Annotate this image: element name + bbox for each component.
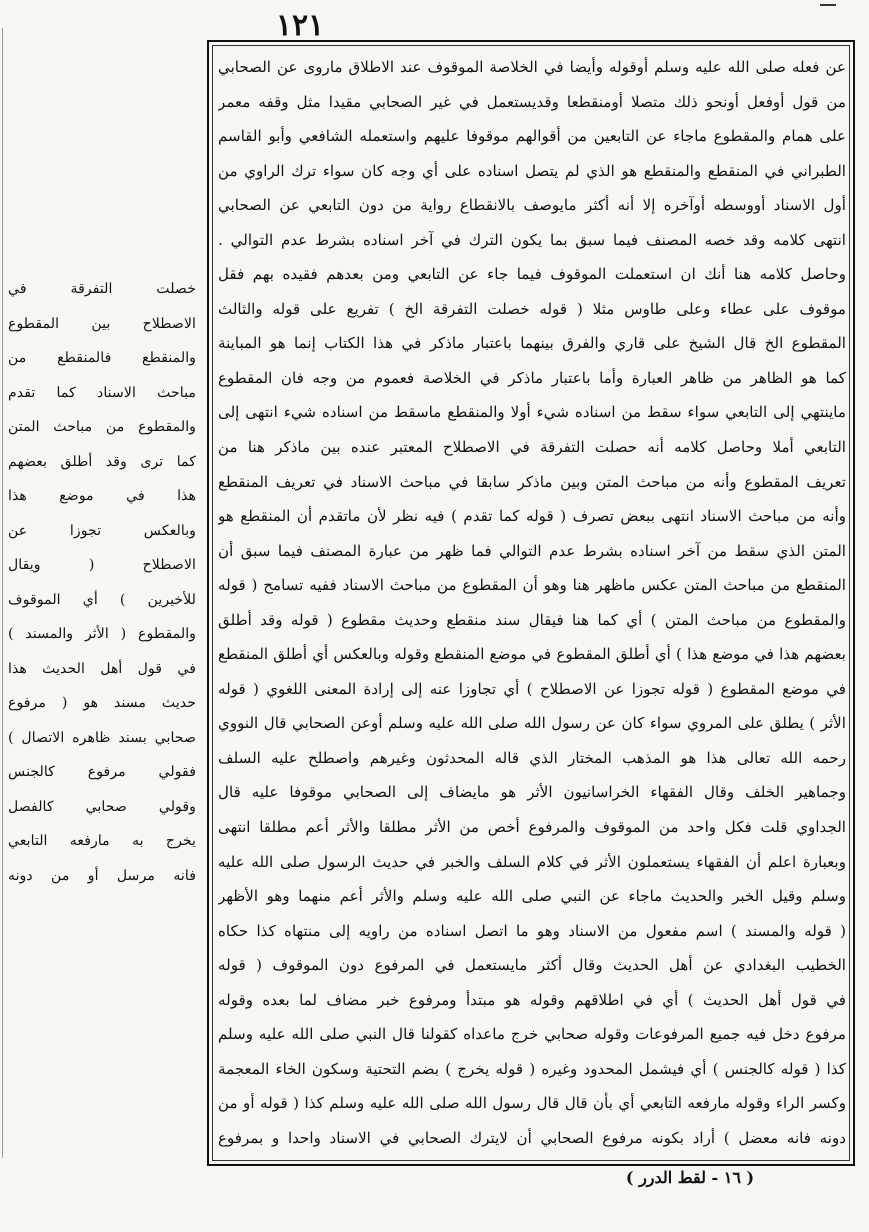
commentary-line: دونه فانه معضل ) أراد بكونه مرفوع الصحابي أن لايترك الصحابي في الاسناد واحدا و بمرفوع [218,1128,846,1147]
margin-line: في قول أهل الحديث هذا [8,660,196,677]
commentary-line: ( قوله والمسند ) اسم مفعول من الاسناد وهو ما اتصل اسناده من راويه إلى منتهاه كذا حكاه [218,921,846,940]
margin-line: خصلت التفرقة في [8,281,196,297]
margin-line: كما ترى وقد أطلق بعضهم [8,453,196,470]
commentary-line [218,1156,846,1161]
margin-line: فانه مرسل أو من دونه [8,867,196,884]
commentary-line: على همام والمقطوع ماجاء عن التابعين من أقوالهم موقوفا عليهم واستعمله الشافعي وأبو القاسم [218,127,846,146]
commentary-line: ماينتهي إلى التابعي سواء سقط من اسناده شيء أولا والمنقطع ماسقط من اسناده شيء انتهى إلى [218,403,846,422]
commentary-line: عن فعله صلى الله عليه وسلم أوقوله وأيضا في الخلاصة الموقوف عند الاطلاق ماروى عن الصحابي [218,58,846,76]
commentary-line: كما هو الظاهر من ظاهر العبارة وأما باعتبار ماذكر في الخلاصة فعموم من وجه فان المقطوع [218,368,846,387]
margin-line: مباحث الاسناد كما تقدم [8,384,196,401]
footer-signature: ( ١٦ - لقط الدرر ) [625,1168,755,1187]
commentary-line: التابعي أملا وحاصل كلامه أنه حصلت التفرقة في الاصطلاح المعتبر عنده بين ماذكر هنا من [218,438,846,457]
commentary-line: وبعبارة اعلم أن الفقهاء يستعملون الأثر في كلام السلف والخبر في حديث الرسول صلى الله عليه [218,852,846,871]
margin-line: والمقطوع من مباحث المتن [8,419,196,435]
margin-line: صحابي بسند ظاهره الاتصال ) [8,729,196,746]
commentary-line: وسلم وقيل الخبر والحديث ماجاء عن النبي صلى الله عليه وسلم والأثر أعم منهما وهو الأظهر [218,887,846,906]
commentary-line: الجداوي قلت فكل واحد من الموقوف والمرفوع أخص من الأثر مطلقا والأثر أعم مطلقا انتهى [218,818,846,837]
commentary-line: وجماهير الخلف وقال الفقهاء الخراسانيون الأثر هو مايضاف إلى الصحابي موقوفا عليه قال [218,783,846,802]
margin-line: فقولي مرفوع كالجنس [8,764,196,780]
commentary-line: والمقطوع من مباحث المتن ) أي كما هنا فيقال سند منقطع وحديث مقطوع ( قوله وقد أطلق [218,610,846,629]
margin-line: يخرج به مارفعه التابعي [8,833,196,849]
commentary-line: الأثر ) يطلق على المروي سواء كان عن رسول الله صلى الله عليه وسلم أوعن الصحابي قال النووي [218,714,846,733]
page-number: ١٢١ [275,8,325,43]
margin-line: هذا في موضع هذا [8,488,196,504]
margin-line: وقولي صحابي كالفصل [8,798,196,815]
commentary-line: المقطوع الخ قال الشيخ على قاري والفرق بينهما باعتبار ماذكر في هذا الكتاب إنما هو المباينة [218,334,846,353]
commentary-line: رحمه الله تعالى هذا هو المذهب المختار الذي قاله المحدثون وغيرهم واصطلح عليه السلف [218,748,846,767]
commentary-text [218,50,846,1160]
commentary-line: أول الاسناد أووسطه أوآخره إلا أنه أكثر مايوصف بالانقطاع رواية من دون التابعي عن الصحابي [218,196,846,215]
margin-line: الاصطلاح ( ويقال [8,557,196,573]
commentary-line: الطبراني في المنقطع والمنقطع هو الذي لم يتصل اسناده على أي وجه كان سواء ترك الراوي من [218,161,846,180]
margin-line: وبالعكس تجوزا عن [8,522,196,539]
left-margin-rule [2,28,3,1158]
margin-line: للأخيرين ) أي الموقوف [8,591,196,608]
commentary-line: المنقطع من مباحث المتن عكس ماظهر هنا وهو أن المقطوع من مباحث الاسناد ففيه تسامح ( قوله [218,576,846,595]
commentary-line: انتهى كلامه وقد خصه المصنف فيما سبق بما يكون الترك في آخر اسناده بشرط عدم التوالي . [218,230,846,249]
commentary-line: موقوف على عطاء وعلى طاوس مثلا ( قوله خصلت التفرقة الخ ) تفريع على قوله والثالث [218,299,846,318]
commentary-line: كذا ( قوله كالجنس ) أي فيشمل المحدود وغيره ( قوله يخرج ) بضم التحتية وسكون الخاء المعجمة [218,1059,846,1078]
margin-line: والمقطوع ( الأثر والمسند ) [8,626,196,642]
commentary-line: تعريف المقطوع وأنه من مباحث المتن وبين ماذكر سابقا في مباحث الاسناد في تعريف المنقطع [218,472,846,491]
margin-matn-text [8,272,196,892]
commentary-line: بعضهم هذا في موضع هذا ) أي أطلق المقطوع في موضع المنقطع وقوله وبالعكس أي أطلق المنقطع [218,645,846,664]
margin-line: حديث مسند هو ( مرفوع [8,695,196,711]
commentary-line: مرفوع دخل فيه جميع المرفوعات وقوله صحابي خرج ماعداه كقولنا قال النبي صلى الله عليه وسلم [218,1025,846,1044]
margin-line: الاصطلاح بين المقطوع [8,315,196,332]
commentary-line: من قول أوفعل أونحو ذلك متصلا أومنقطعا وقديستعمل في غير الصحابي مقيدا مثل وقفه معمر [218,92,846,111]
margin-line: والمنقطع فالمنقطع من [8,350,196,366]
top-mark [820,4,836,6]
commentary-line: وحاصل كلامه هنا أنك ان استعملت الموقوف فيما جاء عن التابعي ومن بعدهم فقيده بهم فقل [218,265,846,284]
commentary-line: الخطيب البغدادي عن أهل الحديث وقال أكثر مايستعمل في المرفوع دون الموقوف ( قوله [218,956,846,975]
commentary-line: في قول أهل الحديث ) أي في اطلاقهم وقوله هو مبتدأ ومرفوع خبر مضاف لما بعده وقوله [218,990,846,1009]
commentary-line: وكسر الراء وقوله مارفعه التابعي أي بأن قال قال رسول الله صلى الله عليه وسلم كذا ( قوله أو من [218,1094,846,1113]
commentary-line: في موضع المقطوع ( قوله تجوزا عن الاصطلاح ) أي تجاوزا عنه إلى إرادة المعنى اللغوي ( قوله [218,679,846,698]
commentary-line: وأنه من مباحث الاسناد انتهى ببعض تصرف ( قوله كما تقدم ) فيه نظر لأن ماتقدم أن المنقطع هو [218,507,846,526]
commentary-line: المتن الذي سقط من آخر اسناده بشرط عدم التوالي فما ظهر من عبارة المصنف فيما سبق أن [218,541,846,560]
